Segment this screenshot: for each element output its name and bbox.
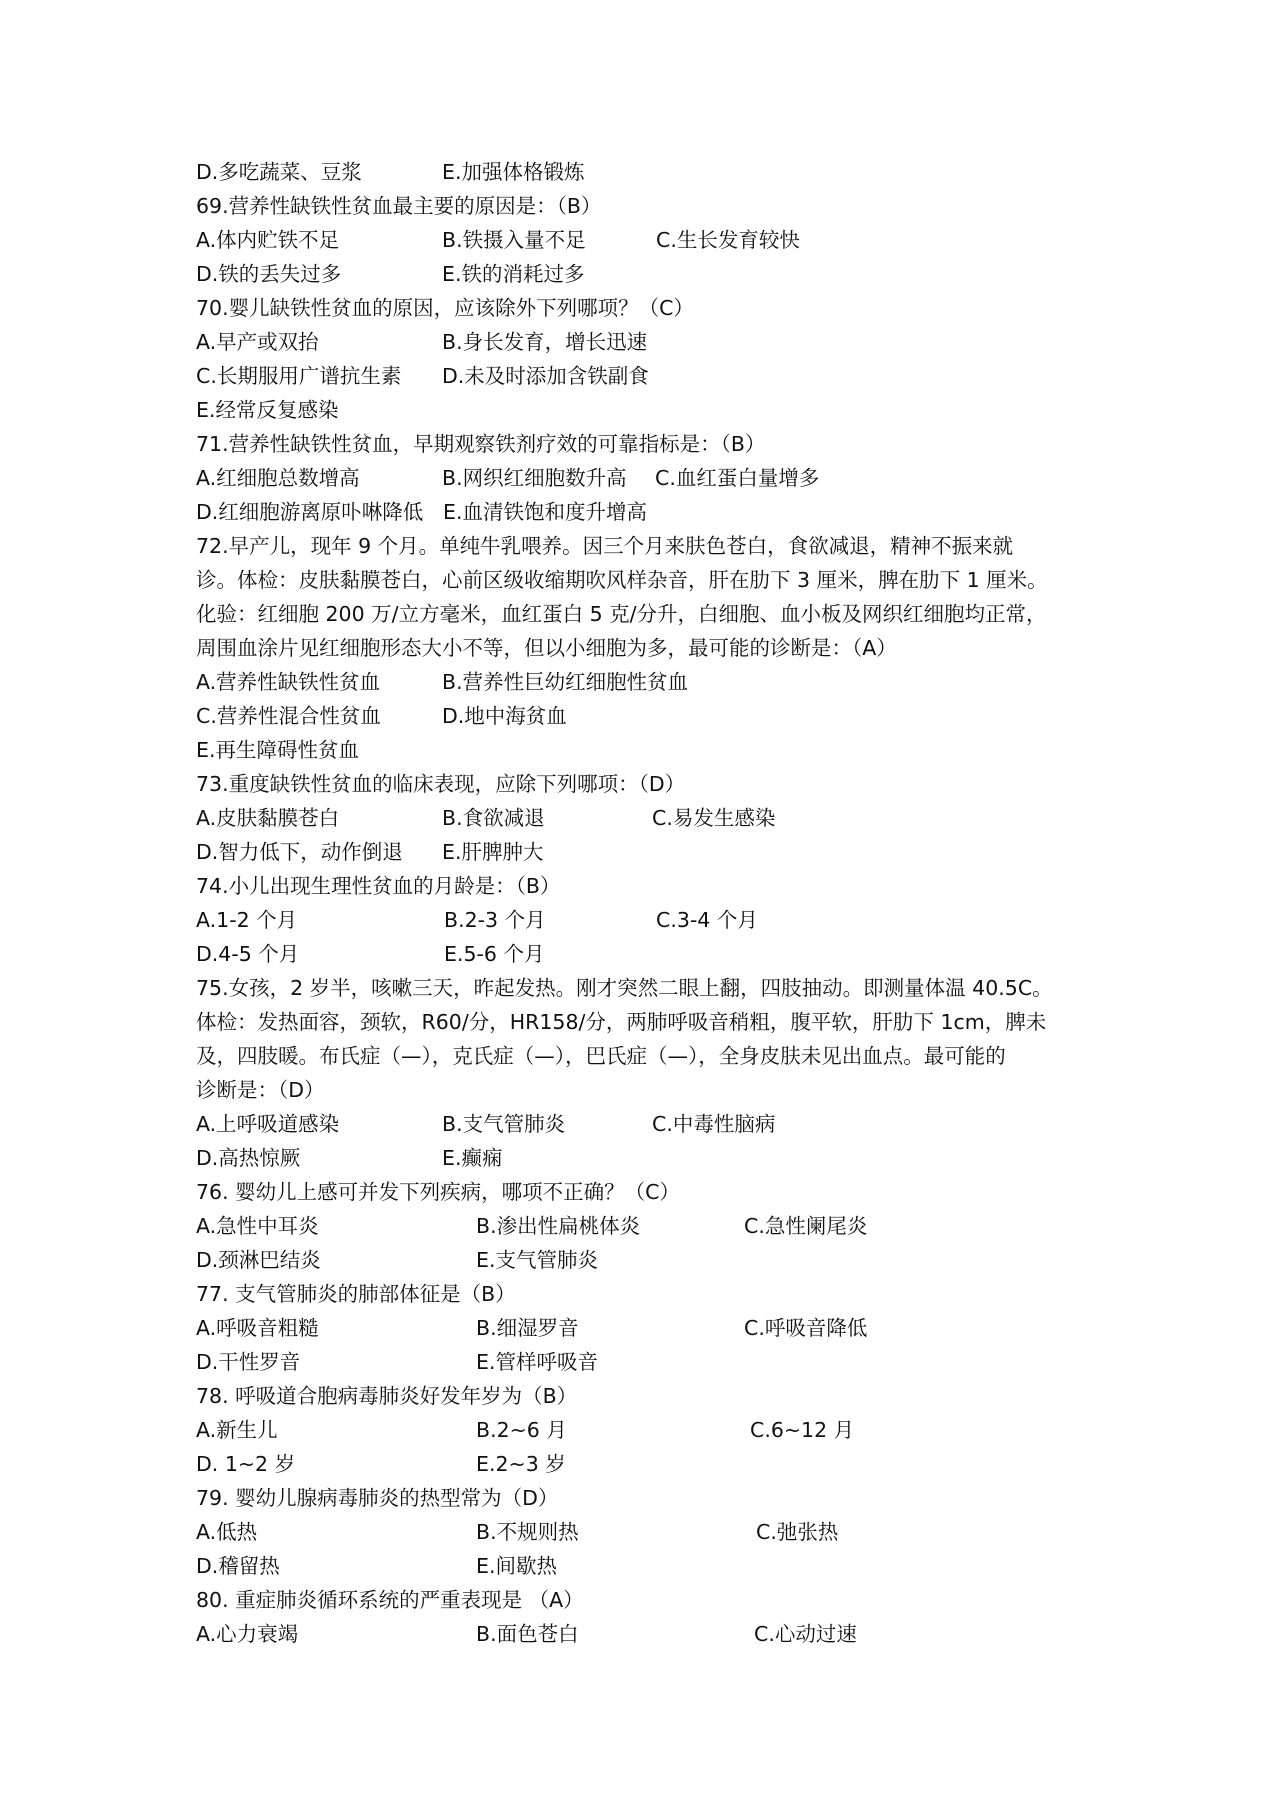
option-d: D.未及时添加含铁副食 xyxy=(442,364,649,388)
option-c: C.血红蛋白量增多 xyxy=(655,466,820,490)
option-b: B.不规则热 xyxy=(476,1520,579,1544)
option-e: E.5-6 个月 xyxy=(444,942,545,966)
option-d: D.红细胞游离原卟啉降低 xyxy=(196,500,424,524)
option-e: E.肝脾肿大 xyxy=(442,840,544,864)
option-c: C.6~12 月 xyxy=(750,1418,855,1442)
option-a: A.体内贮铁不足 xyxy=(196,228,340,252)
stem-line: 体检：发热面容，颈软，R60/分，HR158/分，两肺呼吸音稍粗，腹平软，肝肋下 1cm，脾未 xyxy=(196,1010,1047,1034)
option-c: C.心动过速 xyxy=(754,1622,857,1646)
option-a: A.1-2 个月 xyxy=(196,908,298,932)
option-e: E.铁的消耗过多 xyxy=(442,262,585,286)
option-b: B.营养性巨幼红细胞性贫血 xyxy=(442,670,689,694)
option-c: C.易发生感染 xyxy=(652,806,776,830)
option-e: E.血清铁饱和度升增高 xyxy=(443,500,647,524)
stem-line: 诊。体检：皮肤黏膜苍白，心前区级收缩期吹风样杂音，肝在肋下 3 厘米，脾在肋下 1 厘米。 xyxy=(196,568,1048,592)
question-74-stem: 74.小儿出现生理性贫血的月龄是：（B） xyxy=(196,874,561,898)
option-a: A.急性中耳炎 xyxy=(196,1214,319,1238)
option-a: A.营养性缺铁性贫血 xyxy=(196,670,381,694)
option-d: D.4-5 个月 xyxy=(196,942,300,966)
option-b: B.网织红细胞数升高 xyxy=(442,466,627,490)
option-d: D.地中海贫血 xyxy=(442,704,567,728)
option-e: E.经常反复感染 xyxy=(196,398,339,422)
option-e: E.间歇热 xyxy=(476,1554,557,1578)
question-79-stem: 79. 婴幼儿腺病毒肺炎的热型常为（D） xyxy=(196,1486,559,1510)
stem-line: 及，四肢暖。布氏症（—），克氏症（—），巴氏症（—），全身皮肤未见出血点。最可能的 xyxy=(196,1044,1006,1068)
option-a: A.上呼吸道感染 xyxy=(196,1112,340,1136)
option-d: D.智力低下，动作倒退 xyxy=(196,840,403,864)
option-b: B.2~6 月 xyxy=(476,1418,567,1442)
option-d: D.干性罗音 xyxy=(196,1350,301,1374)
option-c: C.长期服用广谱抗生素 xyxy=(196,364,402,388)
question-73-stem: 73.重度缺铁性贫血的临床表现，应除下列哪项：（D） xyxy=(196,772,686,796)
option-d: D.颈淋巴结炎 xyxy=(196,1248,321,1272)
option-b: B.食欲减退 xyxy=(442,806,545,830)
question-69-stem: 69.营养性缺铁性贫血最主要的原因是：（B） xyxy=(196,194,602,218)
option-c: C.中毒性脑病 xyxy=(652,1112,776,1136)
option-e: E.支气管肺炎 xyxy=(476,1248,598,1272)
option-d: D.多吃蔬菜、豆浆 xyxy=(196,160,362,184)
question-76-stem: 76. 婴幼儿上感可并发下列疾病，哪项不正确？（C） xyxy=(196,1180,680,1204)
question-71-stem: 71.营养性缺铁性贫血，早期观察铁剂疗效的可靠指标是：（B） xyxy=(196,432,766,456)
option-b: B.铁摄入量不足 xyxy=(442,228,586,252)
question-75-stem xyxy=(196,971,1096,1107)
option-b: B.面色苍白 xyxy=(476,1622,579,1646)
option-c: C.营养性混合性贫血 xyxy=(196,704,381,728)
stem-line: 75.女孩，2 岁半，咳嗽三天，昨起发热。刚才突然二眼上翻，四肢抽动。即测量体温 40.5C。 xyxy=(196,976,1053,1000)
option-b: B.2-3 个月 xyxy=(444,908,546,932)
option-a: A.新生儿 xyxy=(196,1418,278,1442)
option-d: D.高热惊厥 xyxy=(196,1146,301,1170)
option-b: B.细湿罗音 xyxy=(476,1316,579,1340)
option-c: C.3-4 个月 xyxy=(656,908,758,932)
option-c: C.弛张热 xyxy=(756,1520,839,1544)
option-e: E.癫痫 xyxy=(442,1146,503,1170)
option-b: B.身长发育，增长迅速 xyxy=(442,330,648,354)
option-c: C.生长发育较快 xyxy=(656,228,800,252)
option-e: E.2~3 岁 xyxy=(476,1452,566,1476)
option-c: C.呼吸音降低 xyxy=(744,1316,868,1340)
option-e: E.再生障碍性贫血 xyxy=(196,738,359,762)
stem-line: 72.早产儿，现年 9 个月。单纯牛乳喂养。因三个月来肤色苍白，食欲减退，精神不振来就 xyxy=(196,534,1014,558)
stem-line: 化验：红细胞 200 万/立方毫米，血红蛋白 5 克/分升，白细胞、血小板及网织红细胞均正常， xyxy=(196,602,1047,626)
question-78-stem: 78. 呼吸道合胞病毒肺炎好发年岁为（B） xyxy=(196,1384,578,1408)
question-72-stem xyxy=(196,529,1096,665)
stem-line: 周围血涂片见红细胞形态大小不等，但以小细胞为多，最可能的诊断是：（A） xyxy=(196,636,897,660)
option-b: B.渗出性扁桃体炎 xyxy=(476,1214,641,1238)
option-c: C.急性阑尾炎 xyxy=(744,1214,868,1238)
option-b: B.支气管肺炎 xyxy=(442,1112,566,1136)
question-80-stem: 80. 重症肺炎循环系统的严重表现是 （A） xyxy=(196,1588,584,1612)
option-e: E.管样呼吸音 xyxy=(476,1350,598,1374)
option-a: A.红细胞总数增高 xyxy=(196,466,360,490)
option-a: A.心力衰竭 xyxy=(196,1622,299,1646)
question-77-stem: 77. 支气管肺炎的肺部体征是（B） xyxy=(196,1282,516,1306)
question-70-stem: 70.婴儿缺铁性贫血的原因，应该除外下列哪项？（C） xyxy=(196,296,694,320)
option-d: D.稽留热 xyxy=(196,1554,280,1578)
option-d: D.铁的丢失过多 xyxy=(196,262,342,286)
stem-line: 诊断是：（D） xyxy=(196,1078,325,1102)
option-e: E.加强体格锻炼 xyxy=(442,160,585,184)
option-a: A.低热 xyxy=(196,1520,258,1544)
option-d: D. 1~2 岁 xyxy=(196,1452,296,1476)
option-a: A.皮肤黏膜苍白 xyxy=(196,806,340,830)
option-a: A.早产或双抬 xyxy=(196,330,319,354)
option-a: A.呼吸音粗糙 xyxy=(196,1316,319,1340)
